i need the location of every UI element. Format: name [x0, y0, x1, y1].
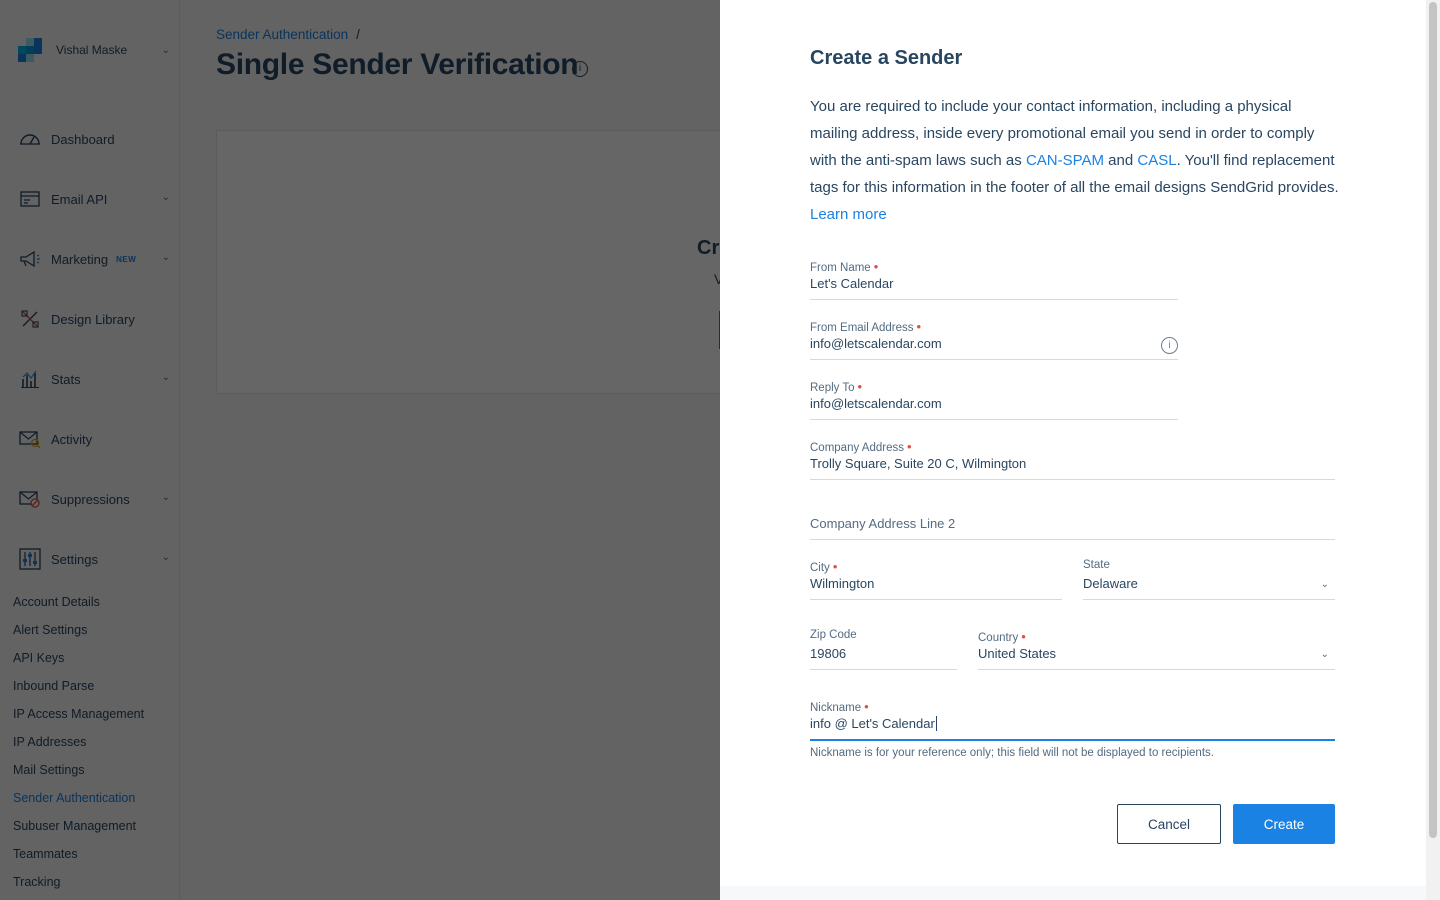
required-indicator: •	[916, 319, 922, 334]
intro-part: and	[1104, 152, 1138, 169]
chevron-down-icon: ⌄	[1320, 649, 1329, 660]
create-button[interactable]: Create	[1233, 804, 1335, 844]
field-label-text: Country	[978, 632, 1019, 644]
from-name-field[interactable]	[810, 259, 1178, 300]
required-indicator: •	[832, 559, 838, 574]
field-label-text: Reply To	[810, 382, 855, 394]
casl-link[interactable]: CASL	[1137, 152, 1177, 169]
chevron-down-icon: ⌄	[1320, 579, 1329, 590]
field-label-text: Company Address	[810, 442, 904, 454]
company-address-field[interactable]	[810, 439, 1335, 480]
field-label	[810, 319, 921, 334]
country-value[interactable]: United States	[978, 646, 1057, 661]
field-label	[810, 379, 862, 394]
scrollbar-thumb[interactable]	[1429, 2, 1437, 838]
reply-to-field[interactable]	[810, 379, 1178, 420]
panel-title: Create a Sender	[810, 47, 963, 69]
field-label: State	[1083, 559, 1110, 571]
city-field[interactable]	[810, 559, 1062, 600]
zip-code-field[interactable]	[810, 629, 957, 670]
intro-text	[810, 93, 1340, 228]
learn-more-link[interactable]: Learn more	[810, 206, 887, 223]
required-indicator: •	[906, 439, 912, 454]
state-select[interactable]	[1083, 559, 1335, 600]
zip-code-input[interactable]: 19806	[810, 646, 847, 661]
field-label-text: City	[810, 562, 830, 574]
company-address-line-2-input[interactable]: Company Address Line 2	[810, 516, 956, 531]
company-address-input[interactable]: Trolly Square, Suite 20 C, Wilmington	[810, 456, 1027, 471]
nickname-input[interactable]	[810, 716, 937, 731]
from-email-input[interactable]: info@letscalendar.com	[810, 336, 942, 351]
field-label	[810, 259, 878, 274]
field-label: Zip Code	[810, 629, 857, 641]
required-indicator: •	[857, 379, 863, 394]
intro-part: . You'll find replacement tags for this information in the footer of all the email designs SendGrid provides.	[810, 152, 1339, 196]
field-label	[810, 439, 912, 454]
reply-to-input[interactable]: info@letscalendar.com	[810, 396, 942, 411]
field-label-text: Nickname	[810, 702, 862, 714]
required-indicator: •	[1021, 629, 1026, 644]
text-caret	[936, 716, 937, 731]
nickname-value: info @ Let's Calendar	[810, 716, 935, 731]
can-spam-link[interactable]: CAN-SPAM	[1025, 152, 1104, 169]
field-label-text: From Email Address	[810, 322, 914, 334]
info-icon[interactable]: i	[1161, 337, 1178, 354]
field-label	[810, 699, 869, 714]
cancel-button[interactable]: Cancel	[1117, 804, 1221, 844]
field-label-text: From Name	[810, 262, 871, 274]
required-indicator: •	[864, 699, 869, 714]
country-select[interactable]	[978, 629, 1335, 670]
company-address-line-2-field[interactable]	[810, 499, 1335, 540]
required-indicator: •	[873, 259, 879, 274]
from-email-field[interactable]	[810, 319, 1178, 360]
panel-bottom-strip	[720, 886, 1426, 900]
field-label	[810, 559, 837, 574]
city-input[interactable]: Wilmington	[810, 576, 875, 591]
create-sender-panel	[720, 0, 1426, 886]
nickname-field[interactable]	[810, 699, 1335, 741]
field-label	[978, 629, 1026, 644]
nickname-helper-text: Nickname is for your reference only; this field will not be displayed to recipients.	[810, 747, 1214, 759]
from-name-input[interactable]: Let's Calendar	[810, 276, 894, 291]
state-value[interactable]: Delaware	[1083, 576, 1138, 591]
intro-part: You are required to include your contact information, including a physical mailing address, inside every promotional email you send in order to comply with the anti-spam laws such as	[810, 98, 1315, 169]
